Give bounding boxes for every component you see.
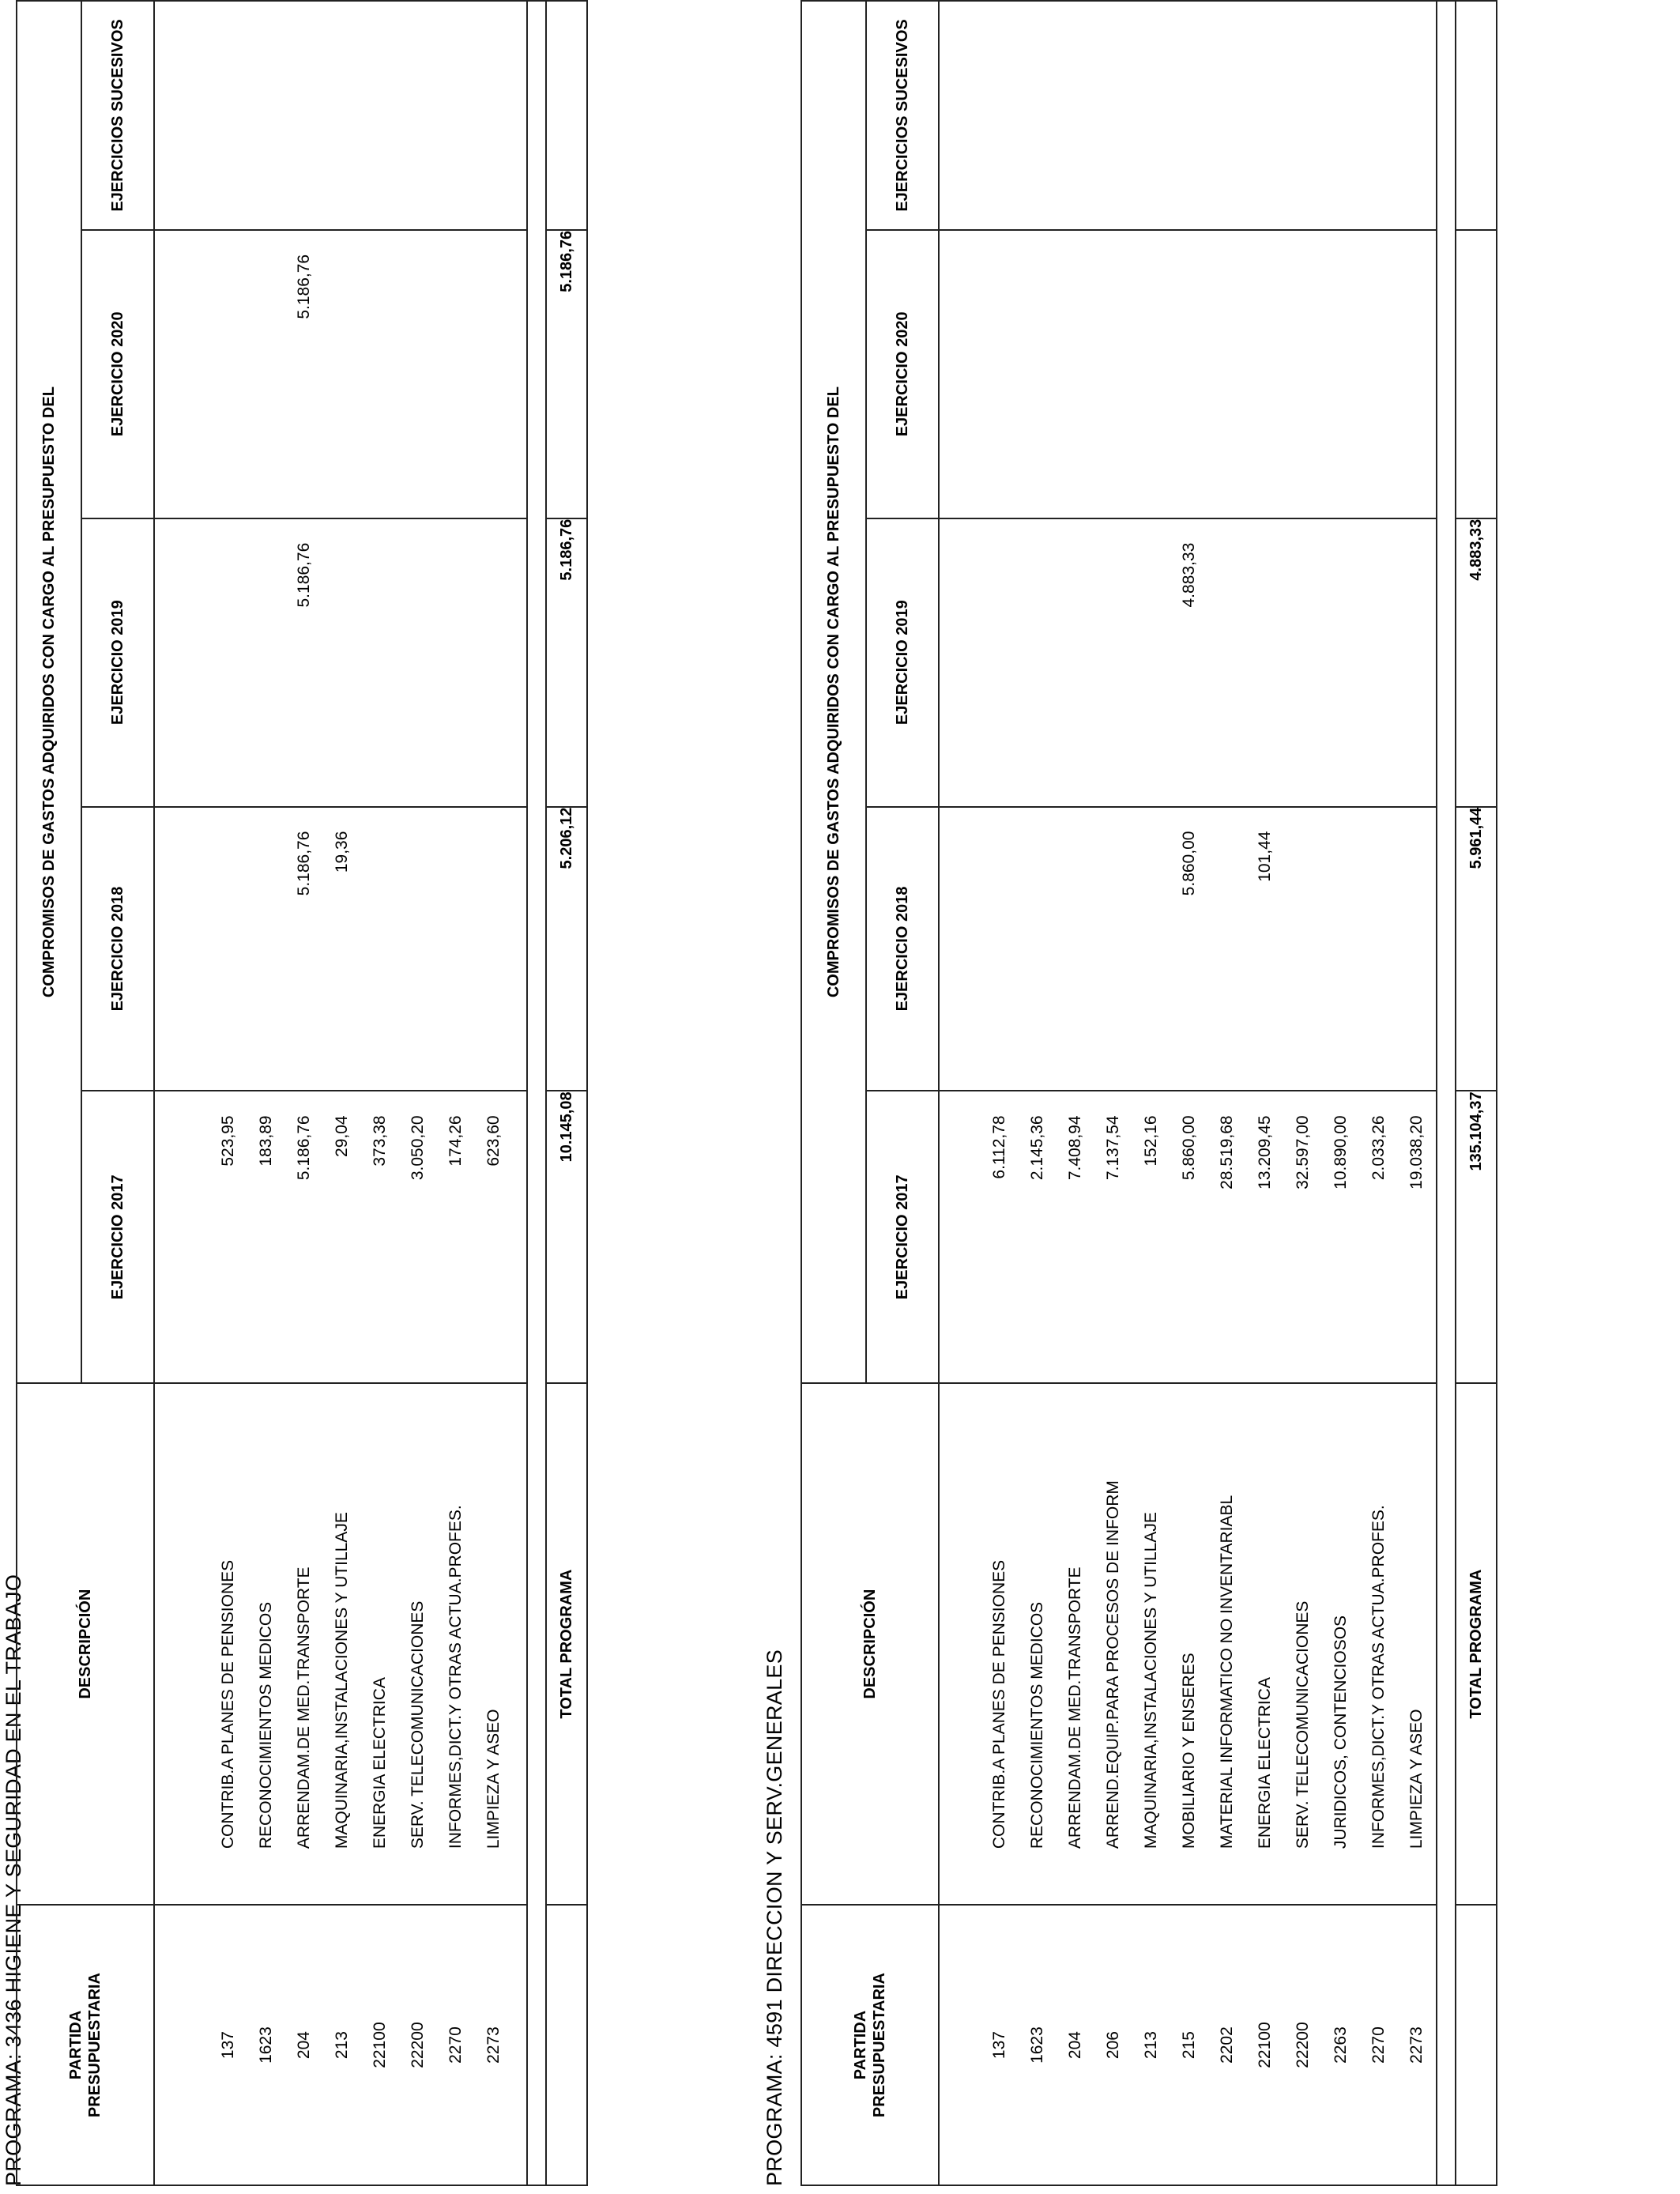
year-header: EJERCICIO 2019 xyxy=(81,518,154,807)
cell-sucesivos xyxy=(1094,25,1132,229)
ejercicio-2017-column xyxy=(154,1091,527,1383)
total-row xyxy=(1456,1,1497,2185)
cell-partida: 2273 xyxy=(484,2026,503,2064)
year-header: EJERCICIO 2020 xyxy=(866,230,939,518)
cell-e2019 xyxy=(361,543,399,806)
cell-partida: 213 xyxy=(333,2031,351,2060)
year-header: EJERCICIO 2019 xyxy=(866,518,939,807)
cell-e2018 xyxy=(1398,831,1436,1091)
program-title: PROGRAMA: 4591 DIRECCION Y SERV.GENERALES xyxy=(763,1649,786,2186)
cell-e2018 xyxy=(475,831,513,1091)
cell-e2017: 373,38 xyxy=(371,1115,389,1167)
cell-e2018 xyxy=(1019,831,1057,1091)
cell-e2017: 10.890,00 xyxy=(1332,1115,1350,1189)
cell-e2017: 5.860,00 xyxy=(1180,1115,1198,1181)
cell-partida: 1623 xyxy=(1028,2026,1046,2064)
cell-e2018 xyxy=(247,831,285,1091)
cell-sucesivos xyxy=(209,25,247,229)
cell-e2019 xyxy=(437,543,475,806)
cell-e2017: 2.033,26 xyxy=(1369,1115,1388,1181)
program-title: PROGRAMA: 3436 HIGIENE Y SEGURIDAD EN EL TRABAJO xyxy=(2,1574,25,2186)
spacer xyxy=(527,1,546,2185)
cell-e2019 xyxy=(1246,543,1284,806)
cell-partida: 213 xyxy=(1142,2031,1160,2060)
total-2020: 5.186,76 xyxy=(546,230,587,518)
cell-e2019 xyxy=(1322,543,1360,806)
cell-e2020 xyxy=(1246,254,1284,518)
total-blank-cell xyxy=(546,1905,587,2185)
cell-e2019 xyxy=(1398,543,1436,806)
cell-e2018 xyxy=(1132,831,1170,1091)
cell-descripcion: RECONOCIMIENTOS MEDICOS xyxy=(257,1601,275,1849)
cell-descripcion: RECONOCIMIENTOS MEDICOS xyxy=(1028,1601,1046,1849)
total-2018: 5.206,12 xyxy=(546,807,587,1091)
ejercicios-sucesivos-column xyxy=(154,1,527,230)
cell-sucesivos xyxy=(1246,25,1284,229)
cell-e2020 xyxy=(1094,254,1132,518)
cell-sucesivos xyxy=(399,25,437,229)
cell-e2020 xyxy=(981,254,1019,518)
cell-e2019 xyxy=(1094,543,1132,806)
cell-e2018: 5.186,76 xyxy=(295,831,313,896)
compromisos-header: COMPROMISOS DE GASTOS ADQUIRIDOS CON CARGO AL PRESUPUESTO DEL xyxy=(17,1,81,1383)
cell-e2018 xyxy=(437,831,475,1091)
cell-partida: 22200 xyxy=(409,2022,427,2068)
cell-sucesivos xyxy=(1284,25,1322,229)
cell-e2020 xyxy=(1019,254,1057,518)
year-header: EJERCICIO 2018 xyxy=(81,807,154,1091)
cell-e2020 xyxy=(1284,254,1322,518)
year-header: EJERCICIO 2018 xyxy=(866,807,939,1091)
cell-e2020 xyxy=(247,254,285,518)
ejercicio-2018-column xyxy=(939,807,1437,1091)
cell-e2020 xyxy=(361,254,399,518)
cell-e2017: 3.050,20 xyxy=(409,1115,427,1181)
cell-e2019 xyxy=(247,543,285,806)
ejercicios-sucesivos-column xyxy=(939,1,1437,230)
cell-partida: 22100 xyxy=(1256,2022,1274,2068)
cell-e2017: 523,95 xyxy=(219,1115,237,1167)
cell-e2020 xyxy=(323,254,361,518)
cell-partida: 206 xyxy=(1104,2031,1122,2060)
cell-e2017: 5.186,76 xyxy=(295,1115,313,1181)
partida-header: PARTIDA PRESUPUESTARIA xyxy=(17,1905,154,2185)
cell-e2017: 183,89 xyxy=(257,1115,275,1167)
cell-descripcion: INFORMES,DICT.Y OTRAS ACTUA.PROFES. xyxy=(1369,1505,1388,1849)
cell-e2018 xyxy=(981,831,1019,1091)
cell-e2018: 19,36 xyxy=(333,831,351,873)
cell-e2018 xyxy=(209,831,247,1091)
cell-e2020 xyxy=(1057,254,1094,518)
cell-partida: 22100 xyxy=(371,2022,389,2068)
cell-e2017: 7.408,94 xyxy=(1066,1115,1084,1181)
cell-descripcion: ENERGIA ELECTRICA xyxy=(371,1677,389,1849)
cell-e2019: 5.186,76 xyxy=(295,542,313,608)
cell-partida: 2270 xyxy=(446,2026,465,2064)
ejercicio-2017-column xyxy=(939,1091,1437,1383)
cell-e2019 xyxy=(399,543,437,806)
cell-partida: 137 xyxy=(219,2031,237,2060)
cell-descripcion: MAQUINARIA,INSTALACIONES Y UTILLAJE xyxy=(333,1512,351,1849)
cell-e2018 xyxy=(1094,831,1132,1091)
cell-e2017: 2.145,36 xyxy=(1028,1115,1046,1181)
cell-e2019: 4.883,33 xyxy=(1180,542,1198,608)
cell-descripcion: JURIDICOS, CONTENCIOSOS xyxy=(1332,1615,1350,1849)
cell-e2018 xyxy=(399,831,437,1091)
cell-sucesivos xyxy=(1360,25,1398,229)
descripcion-column xyxy=(154,1383,527,1905)
cell-e2018 xyxy=(1322,831,1360,1091)
cell-e2020 xyxy=(1322,254,1360,518)
cell-descripcion: ARREND.EQUIP.PARA PROCESOS DE INFORM xyxy=(1104,1480,1122,1849)
cell-sucesivos xyxy=(1322,25,1360,229)
cell-e2019 xyxy=(209,543,247,806)
cell-e2017: 13.209,45 xyxy=(1256,1115,1274,1189)
cell-partida: 215 xyxy=(1180,2031,1198,2060)
cell-descripcion: MOBILIARIO Y ENSERES xyxy=(1180,1653,1198,1849)
cell-e2020 xyxy=(209,254,247,518)
ejercicio-2018-column xyxy=(154,807,527,1091)
cell-partida: 204 xyxy=(1066,2031,1084,2060)
partida-header: PARTIDA PRESUPUESTARIA xyxy=(801,1905,939,2185)
compromisos-header: COMPROMISOS DE GASTOS ADQUIRIDOS CON CARGO AL PRESUPUESTO DEL xyxy=(801,1,866,1383)
cell-descripcion: SERV. TELECOMUNICACIONES xyxy=(409,1600,427,1849)
cell-sucesivos xyxy=(285,25,323,229)
total-2019: 5.186,76 xyxy=(546,518,587,807)
cell-e2018 xyxy=(1057,831,1094,1091)
cell-e2018 xyxy=(1208,831,1246,1091)
cell-sucesivos xyxy=(1019,25,1057,229)
cell-e2017: 6.112,78 xyxy=(990,1115,1008,1179)
cell-e2019 xyxy=(323,543,361,806)
cell-partida: 137 xyxy=(990,2031,1008,2060)
cell-sucesivos xyxy=(1398,25,1436,229)
ejercicio-2019-column xyxy=(154,518,527,807)
cell-descripcion: LIMPIEZA Y ASEO xyxy=(1407,1709,1426,1849)
budget-table xyxy=(800,0,1497,2186)
cell-e2018 xyxy=(361,831,399,1091)
cell-e2017: 174,26 xyxy=(446,1115,465,1167)
cell-sucesivos xyxy=(1057,25,1094,229)
year-header: EJERCICIO 2017 xyxy=(81,1091,154,1383)
cell-e2017: 32.597,00 xyxy=(1294,1115,1312,1189)
cell-descripcion: LIMPIEZA Y ASEO xyxy=(484,1709,503,1849)
cell-e2019 xyxy=(1057,543,1094,806)
total-row xyxy=(546,1,587,2185)
year-header: EJERCICIOS SUCESIVOS xyxy=(81,1,154,230)
total-2017: 10.145,08 xyxy=(546,1091,587,1383)
ejercicio-2020-column xyxy=(154,230,527,518)
partida-column xyxy=(939,1905,1437,2185)
cell-partida: 2202 xyxy=(1218,2026,1236,2064)
cell-partida: 2273 xyxy=(1407,2026,1426,2064)
total-2020 xyxy=(1456,230,1497,518)
cell-e2020 xyxy=(1360,254,1398,518)
cell-descripcion: CONTRIB.A PLANES DE PENSIONES xyxy=(990,1559,1008,1849)
cell-descripcion: INFORMES,DICT.Y OTRAS ACTUA.PROFES. xyxy=(446,1505,465,1849)
total-label: TOTAL PROGRAMA xyxy=(546,1383,587,1905)
cell-e2017: 623,60 xyxy=(484,1115,503,1167)
cell-e2017: 19.038,20 xyxy=(1407,1115,1426,1189)
cell-e2018: 101,44 xyxy=(1256,831,1274,882)
cell-e2019 xyxy=(1360,543,1398,806)
cell-e2020 xyxy=(1398,254,1436,518)
cell-descripcion: MATERIAL INFORMATICO NO INVENTARIABL xyxy=(1218,1495,1236,1849)
total-sucesivos xyxy=(546,1,587,230)
cell-e2018 xyxy=(1360,831,1398,1091)
cell-sucesivos xyxy=(361,25,399,229)
cell-e2019 xyxy=(475,543,513,806)
cell-partida: 2263 xyxy=(1332,2026,1350,2064)
ejercicio-2020-column xyxy=(939,230,1437,518)
cell-e2020 xyxy=(1170,254,1208,518)
partida-column xyxy=(154,1905,527,2185)
cell-partida: 204 xyxy=(295,2031,313,2060)
cell-partida: 22200 xyxy=(1294,2022,1312,2068)
cell-descripcion: ENERGIA ELECTRICA xyxy=(1256,1677,1274,1849)
total-2017: 135.104,37 xyxy=(1456,1091,1497,1383)
cell-e2019 xyxy=(1284,543,1322,806)
cell-e2020 xyxy=(399,254,437,518)
cell-e2019 xyxy=(1019,543,1057,806)
cell-e2020 xyxy=(1208,254,1246,518)
cell-e2017: 7.137,54 xyxy=(1104,1115,1122,1181)
total-label: TOTAL PROGRAMA xyxy=(1456,1383,1497,1905)
cell-e2018 xyxy=(1284,831,1322,1091)
cell-e2020 xyxy=(475,254,513,518)
cell-e2019 xyxy=(1208,543,1246,806)
cell-sucesivos xyxy=(1170,25,1208,229)
cell-e2017: 152,16 xyxy=(1142,1115,1160,1167)
cell-partida: 2270 xyxy=(1369,2026,1388,2064)
descripcion-header: DESCRIPCIÓN xyxy=(801,1383,939,1905)
cell-partida: 1623 xyxy=(257,2026,275,2064)
descripcion-column xyxy=(939,1383,1437,1905)
year-header: EJERCICIO 2017 xyxy=(866,1091,939,1383)
cell-sucesivos xyxy=(1208,25,1246,229)
total-2019: 4.883,33 xyxy=(1456,518,1497,807)
year-header: EJERCICIO 2020 xyxy=(81,230,154,518)
cell-descripcion: ARRENDAM.DE MED.TRANSPORTE xyxy=(295,1566,313,1849)
total-sucesivos xyxy=(1456,1,1497,230)
year-header: EJERCICIOS SUCESIVOS xyxy=(866,1,939,230)
cell-sucesivos xyxy=(247,25,285,229)
ejercicio-2019-column xyxy=(939,518,1437,807)
total-blank-cell xyxy=(1456,1905,1497,2185)
cell-descripcion: CONTRIB.A PLANES DE PENSIONES xyxy=(219,1559,237,1849)
cell-e2017: 29,04 xyxy=(333,1115,351,1157)
cell-descripcion: MAQUINARIA,INSTALACIONES Y UTILLAJE xyxy=(1142,1512,1160,1849)
cell-e2020: 5.186,76 xyxy=(295,254,313,319)
cell-e2017: 28.519,68 xyxy=(1218,1115,1236,1189)
cell-sucesivos xyxy=(475,25,513,229)
cell-sucesivos xyxy=(437,25,475,229)
cell-e2019 xyxy=(1132,543,1170,806)
cell-descripcion: ARRENDAM.DE MED.TRANSPORTE xyxy=(1066,1566,1084,1849)
cell-sucesivos xyxy=(323,25,361,229)
cell-sucesivos xyxy=(981,25,1019,229)
cell-e2020 xyxy=(437,254,475,518)
cell-e2020 xyxy=(1132,254,1170,518)
total-2018: 5.961,44 xyxy=(1456,807,1497,1091)
cell-descripcion: SERV. TELECOMUNICACIONES xyxy=(1294,1600,1312,1849)
cell-e2018: 5.860,00 xyxy=(1180,831,1198,896)
cell-sucesivos xyxy=(1132,25,1170,229)
spacer xyxy=(1437,1,1456,2185)
cell-e2019 xyxy=(981,543,1019,806)
descripcion-header: DESCRIPCIÓN xyxy=(17,1383,154,1905)
budget-table xyxy=(16,0,588,2186)
